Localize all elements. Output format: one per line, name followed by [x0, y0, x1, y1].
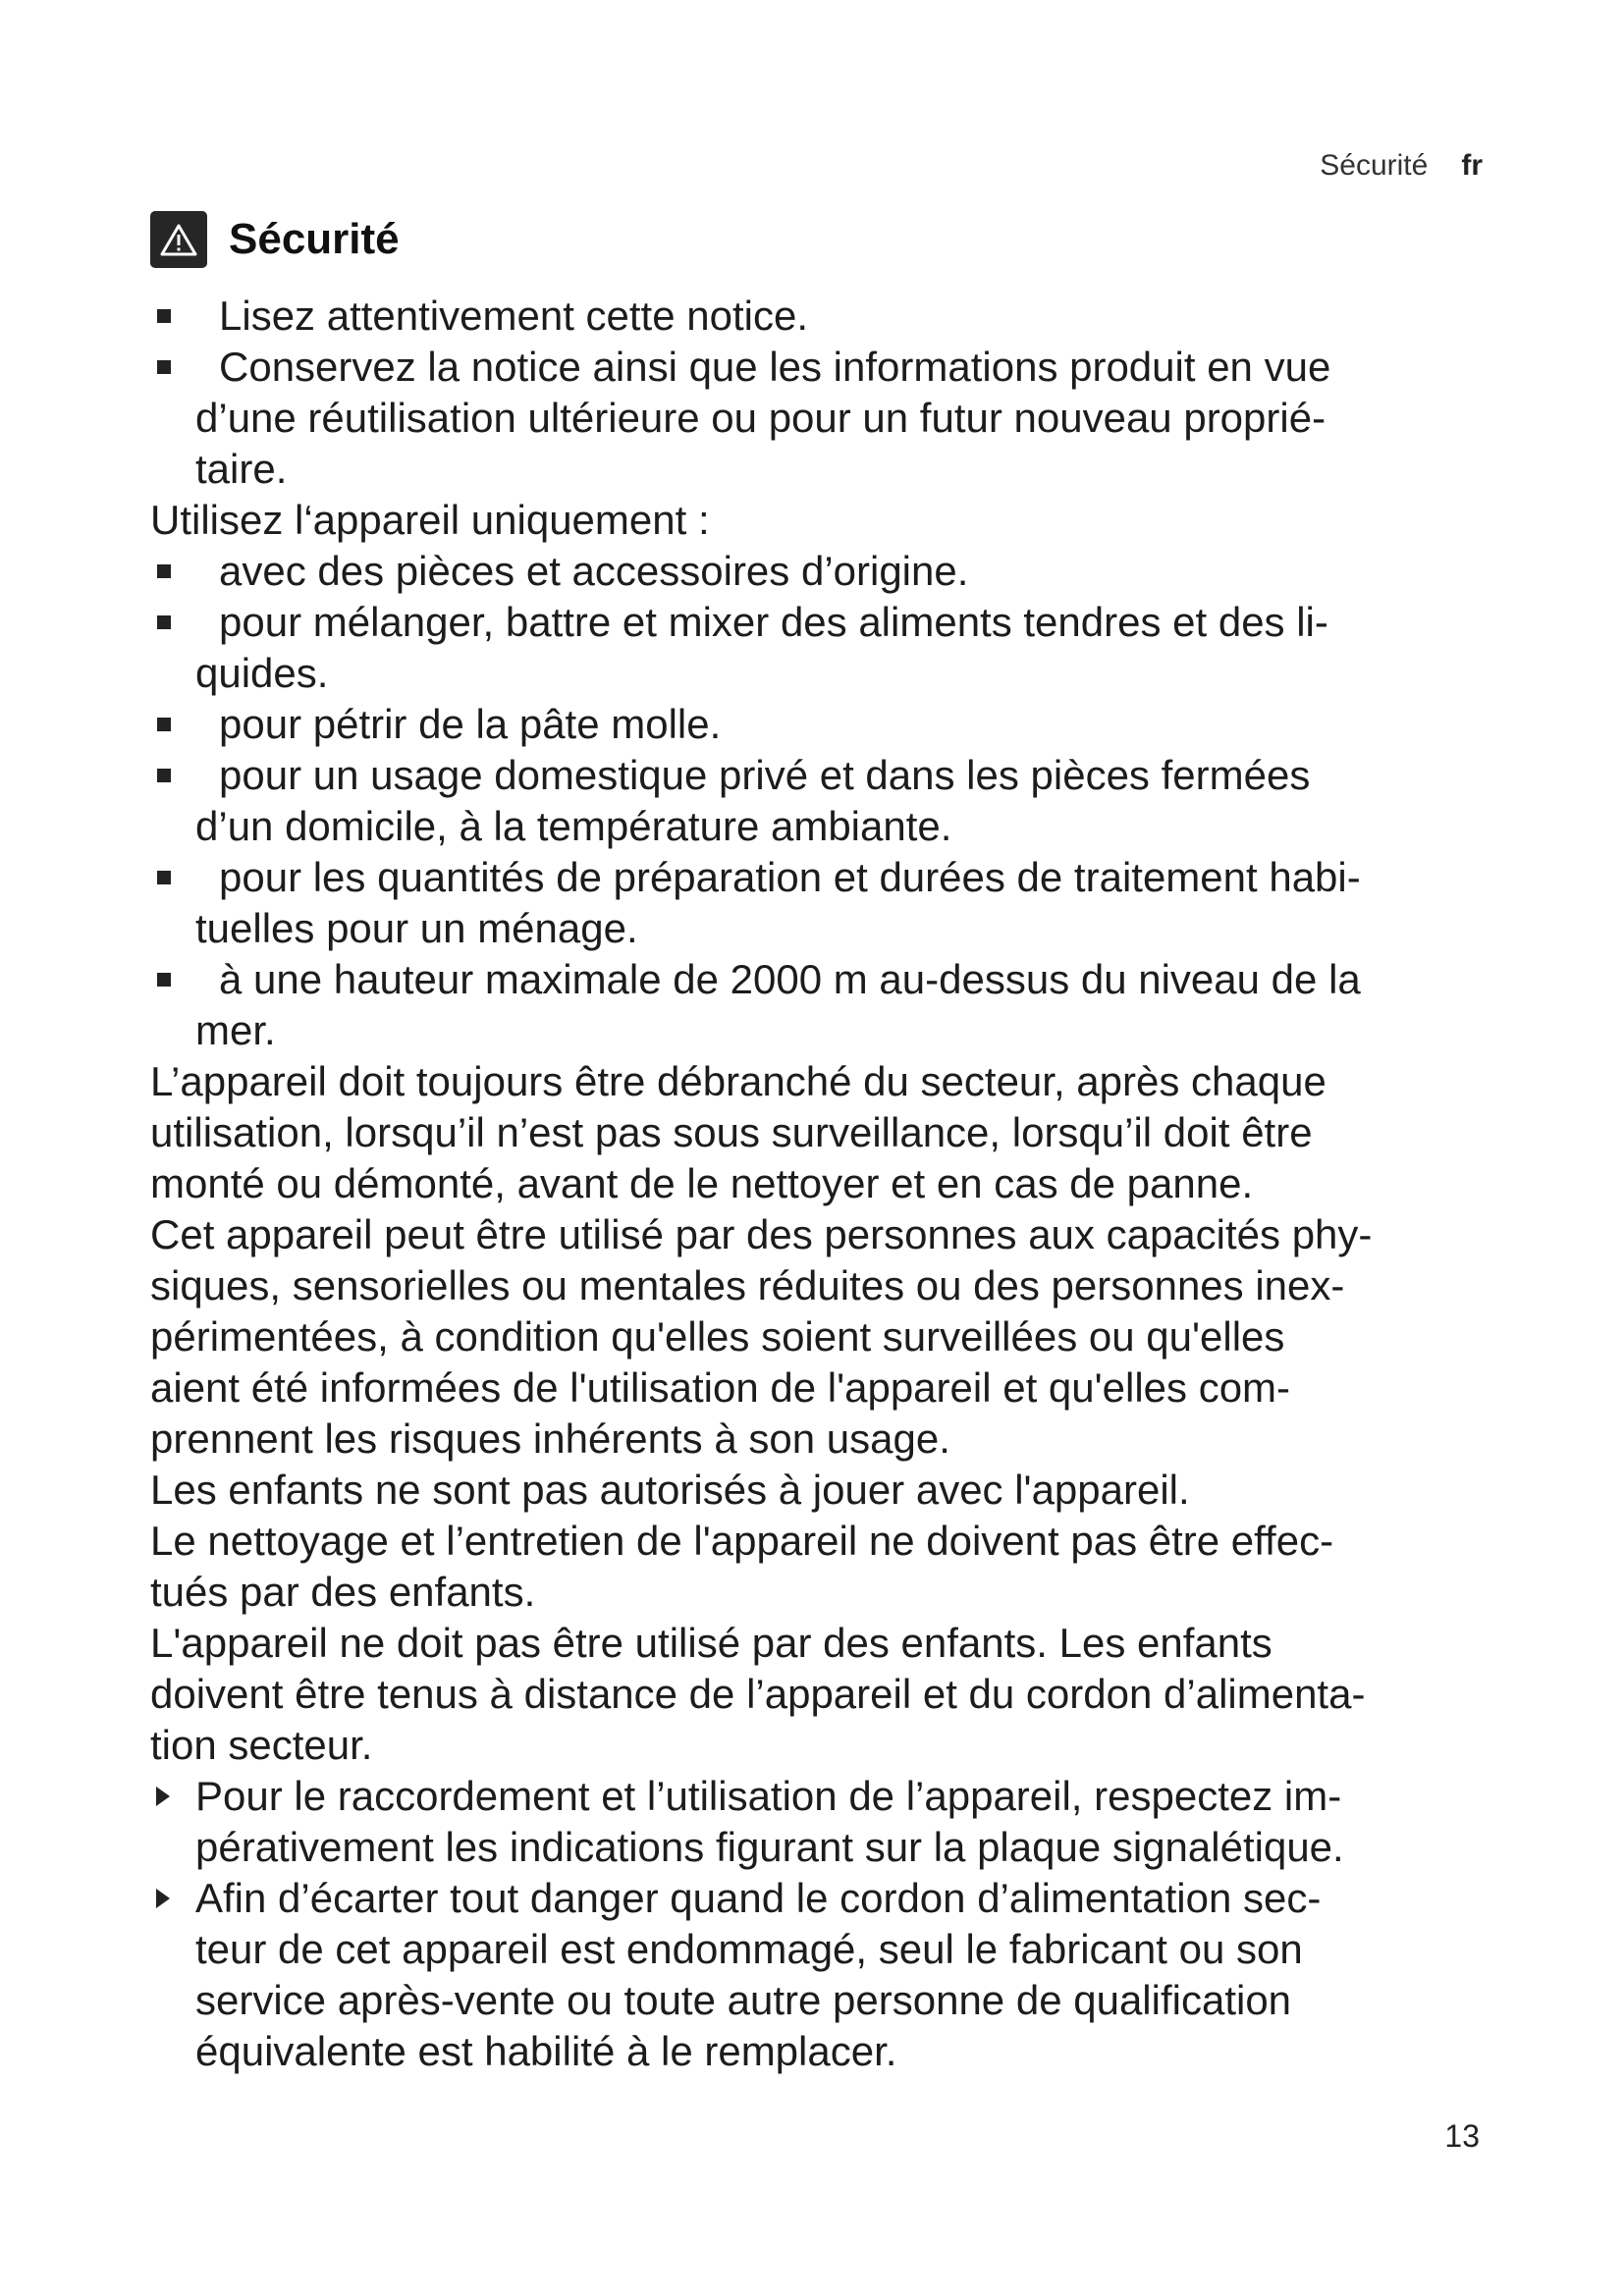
text-line: teur de cet appareil est endommagé, seul le fabricant ou son	[195, 1926, 1303, 1972]
text-line: pour mélanger, battre et mixer des aliments tendres et des li-	[219, 599, 1328, 645]
text-line: L'appareil ne doit pas être utilisé par des enfants. Les enfants	[150, 1620, 1272, 1666]
text-line: mer.	[195, 1007, 276, 1053]
text-line: Cet appareil peut être utilisé par des personnes aux capacités phy-	[150, 1211, 1373, 1257]
text-line: taire.	[195, 446, 288, 492]
instruction-item	[150, 1873, 1505, 2077]
text-line: équivalente est habilité à le remplacer.	[195, 2028, 897, 2074]
paragraph	[150, 495, 1505, 546]
text-line: tion secteur.	[150, 1722, 373, 1768]
paragraph	[150, 1618, 1505, 1771]
text-line: pour pétrir de la pâte molle.	[219, 701, 722, 747]
bullet-item	[150, 342, 1505, 495]
text-line: avec des pièces et accessoires d’origine.	[219, 548, 969, 594]
warning-triangle-icon	[150, 211, 207, 268]
section-title: Sécurité	[229, 215, 400, 263]
page-content	[150, 208, 1505, 2077]
text-line: L’appareil doit toujours être débranché du secteur, après chaque	[150, 1058, 1326, 1104]
running-header	[1320, 149, 1483, 183]
text-line: pour les quantités de préparation et durées de traitement habi-	[219, 854, 1361, 900]
text-line: d’une réutilisation ultérieure ou pour un futur nouveau proprié-	[195, 395, 1326, 441]
bullet-item	[150, 699, 1505, 750]
text-line: siques, sensorielles ou mentales réduites ou des personnes inex-	[150, 1262, 1345, 1308]
text-line: d’un domicile, à la température ambiante.	[195, 803, 952, 849]
paragraph	[150, 1209, 1505, 1465]
bullet-item	[150, 597, 1505, 699]
text-line: pour un usage domestique privé et dans les pièces fermées	[219, 752, 1311, 798]
safety-text-blocks	[150, 291, 1505, 2077]
paragraph	[150, 1056, 1505, 1209]
text-line: Afin d’écarter tout danger quand le cordon d’alimentation sec-	[195, 1875, 1322, 1921]
text-line: utilisation, lorsqu’il n’est pas sous surveillance, lorsqu’il doit être	[150, 1109, 1313, 1155]
bullet-item	[150, 954, 1505, 1056]
header-section-title: Sécurité	[1320, 149, 1429, 182]
text-line: prennent les risques inhérents à son usage.	[150, 1415, 950, 1462]
text-line: aient été informées de l'utilisation de l'appareil et qu'elles com-	[150, 1364, 1291, 1411]
text-line: Le nettoyage et l’entretien de l'appareil ne doivent pas être effec-	[150, 1518, 1334, 1564]
paragraph	[150, 1516, 1505, 1618]
text-line: périmentées, à condition qu'elles soient surveillées ou qu'elles	[150, 1313, 1285, 1360]
page-number: 13	[1444, 2118, 1480, 2154]
text-line: doivent être tenus à distance de l’appareil et du cordon d’alimenta-	[150, 1671, 1366, 1717]
header-language-code: fr	[1461, 149, 1483, 182]
text-line: Les enfants ne sont pas autorisés à jouer avec l'appareil.	[150, 1467, 1190, 1513]
bullet-item	[150, 750, 1505, 852]
text-line: Conservez la notice ainsi que les informations produit en vue	[219, 344, 1331, 390]
bullet-item	[150, 546, 1505, 597]
paragraph	[150, 1465, 1505, 1516]
text-line: pérativement les indications figurant sur la plaque signalétique.	[195, 1824, 1344, 1870]
bullet-item	[150, 291, 1505, 342]
text-line: tués par des enfants.	[150, 1569, 536, 1615]
triangle-bullet-icon	[156, 1787, 170, 1806]
text-line: tuelles pour un ménage.	[195, 905, 638, 951]
text-line: Lisez attentivement cette notice.	[219, 293, 808, 339]
section-heading	[150, 208, 1505, 271]
text-line: Utilisez l‘appareil uniquement :	[150, 497, 710, 543]
text-line: à une hauteur maximale de 2000 m au-dessus du niveau de la	[219, 956, 1361, 1002]
text-line: monté ou démonté, avant de le nettoyer et en cas de panne.	[150, 1160, 1254, 1206]
instruction-item	[150, 1771, 1505, 1873]
text-line: quides.	[195, 650, 329, 696]
text-line: service après-vente ou toute autre personne de qualification	[195, 1977, 1292, 2023]
triangle-bullet-icon	[156, 1889, 170, 1908]
text-line: Pour le raccordement et l’utilisation de l’appareil, respectez im-	[195, 1773, 1342, 1819]
bullet-item	[150, 852, 1505, 954]
